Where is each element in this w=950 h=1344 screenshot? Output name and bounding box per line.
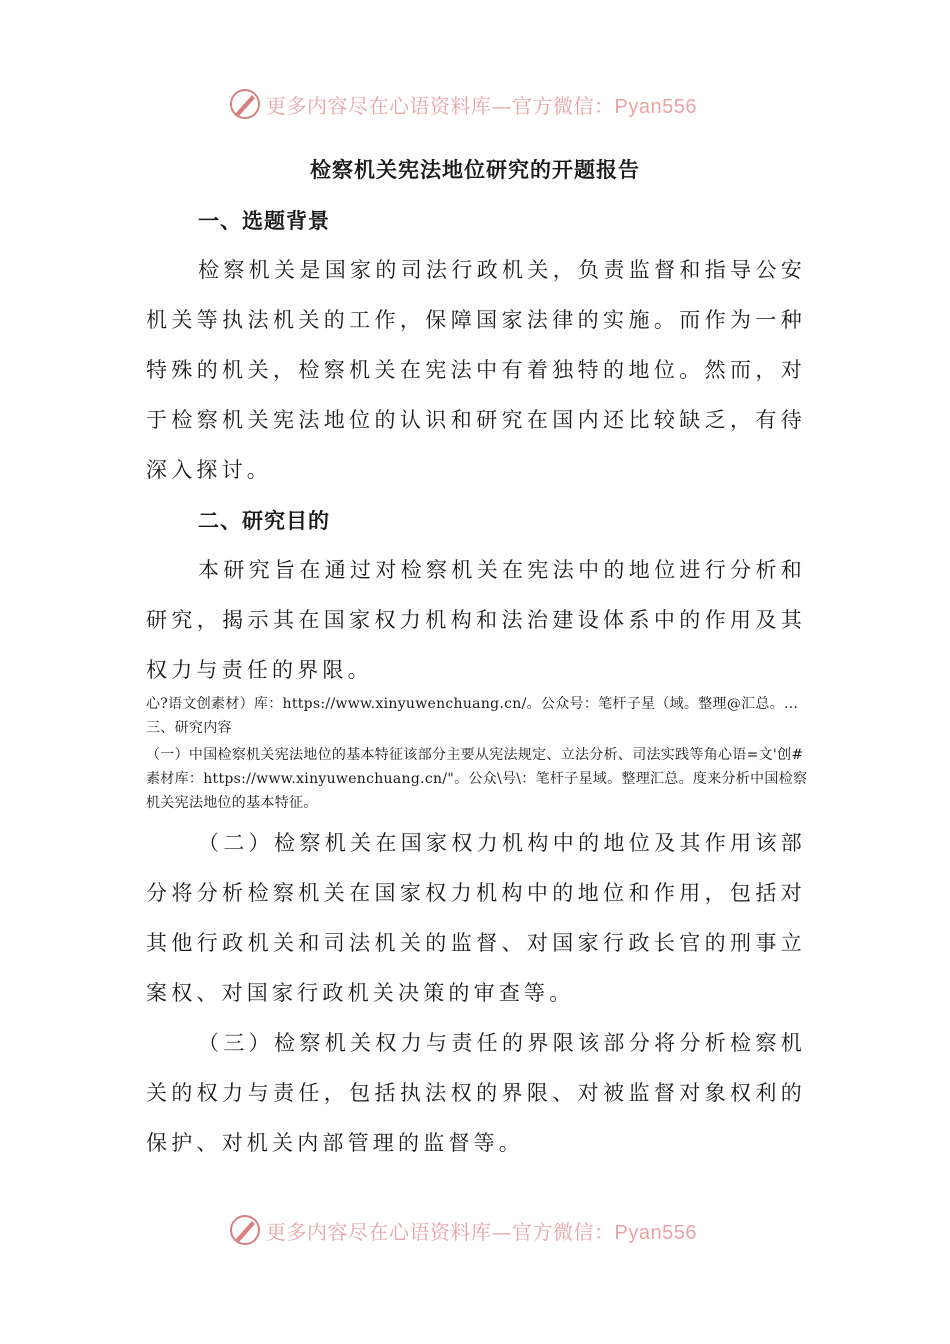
banner-wechat-id: Pyan556 bbox=[614, 1221, 697, 1244]
header-banner bbox=[228, 84, 697, 124]
paragraph-background: 检察机关是国家的司法行政机关，负责监督和指导公安机关等执法机关的工作，保障国家法律的实施。而作为一种特殊的机关，检察机关在宪法中有着独特的地位。然而，对于检察机关宪法地位的认识和研究在国内还比较缺乏，有待深入探讨。 bbox=[146, 258, 806, 482]
banner-wechat-id: Pyan556 bbox=[614, 95, 697, 118]
paragraph-section-3-content: （三）检察机关权力与责任的界限该部分将分析检察机关的权力与责任，包括执法权的界限、对被监督对象权利的保护、对机关内部管理的监督等。 bbox=[146, 1031, 806, 1155]
small-note-1: 心?语文创素材）库：https://www.xinyuwenchuang.cn/。公众号：笔杆子星（域。整理@汇总。…三、研究内容 bbox=[146, 696, 799, 736]
pen-logo-icon bbox=[228, 87, 262, 121]
paragraph-section-2-content: （二）检察机关在国家权力机构中的地位及其作用该部分将分析检察机关在国家权力机构中的地位和作用，包括对其他行政机关和司法机关的监督、对国家行政长官的刑事立案权、对国家行政机关决策的审查等。 bbox=[146, 831, 806, 1005]
paragraph-purpose: 本研究旨在通过对检察机关在宪法中的地位进行分析和研究，揭示其在国家权力机构和法治建设体系中的作用及其权力与责任的界限。 bbox=[146, 558, 806, 682]
document-title: 检察机关宪法地位研究的开题报告 bbox=[310, 157, 640, 182]
footer-banner bbox=[228, 1210, 697, 1250]
section-heading-purpose: 二、研究目的 bbox=[198, 508, 330, 533]
banner-text: 更多内容尽在心语资料库—官方微信：Pyan556 bbox=[266, 93, 697, 118]
banner-text: 更多内容尽在心语资料库—官方微信：Pyan556 bbox=[266, 1219, 697, 1244]
small-note-2: （一）中国检察机关宪法地位的基本特征该部分主要从宪法规定、立法分析、司法实践等角心语=文'创#素材库：https://www.xinyuwenchuang.cn/"。公众\号\：笔杆子星域。整理汇总。度来分析中国检察机关宪法地位的基本特征。 bbox=[146, 747, 808, 811]
section-heading-background: 一、选题背景 bbox=[198, 208, 330, 233]
pen-logo-icon bbox=[228, 1213, 262, 1247]
